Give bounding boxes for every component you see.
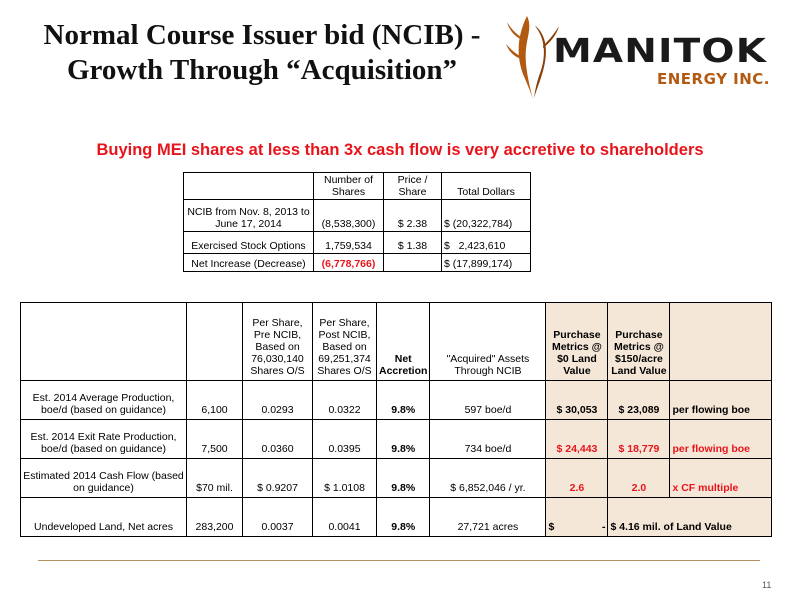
logo-subtext: ENERGY INC. (657, 70, 771, 88)
summary-row-label: Net Increase (Decrease) (184, 254, 314, 272)
metrics-header-m150: Purchase Metrics @ $150/acre Land Value (608, 303, 670, 381)
metrics-row-value: 6,100 (187, 381, 243, 420)
metrics-row-value: 7,500 (187, 420, 243, 459)
metrics-row-value: $70 mil. (187, 459, 243, 498)
summary-row-price: $ 1.38 (384, 232, 442, 254)
metrics-row (21, 459, 772, 498)
summary-row-label: NCIB from Nov. 8, 2013 to June 17, 2014 (184, 200, 314, 232)
summary-row-label: Exercised Stock Options (184, 232, 314, 254)
title-line-1: Normal Course Issuer bid (NCIB) - (43, 19, 481, 51)
metrics-row-m0-currency: $ (548, 521, 555, 533)
metrics-row-m150-unit: $ 4.16 mil. of Land Value (608, 498, 772, 537)
metrics-row-acquired: 597 boe/d (430, 381, 546, 420)
footer-divider (38, 560, 760, 561)
summary-row (184, 232, 531, 254)
summary-row-price (384, 254, 442, 272)
metrics-row-m0-value: - (601, 521, 606, 533)
metrics-row-post: $ 1.0108 (313, 459, 377, 498)
metrics-row-m0: $ 24,443 (546, 420, 608, 459)
metrics-header-blank (21, 303, 187, 381)
logo-wordmark: MANITOK (553, 31, 768, 70)
summary-row-shares: (8,538,300) (314, 200, 384, 232)
metrics-row-acquired: 27,721 acres (430, 498, 546, 537)
title-line-2: Growth Through “Acquisition” (67, 54, 457, 86)
metrics-row-unit: x CF multiple (670, 459, 772, 498)
metrics-row-post: 0.0041 (313, 498, 377, 537)
metrics-row-accretion: 9.8% (377, 420, 430, 459)
metrics-row (21, 420, 772, 459)
metrics-row-pre: 0.0360 (243, 420, 313, 459)
summary-row-price: $ 2.38 (384, 200, 442, 232)
metrics-row-pre: $ 0.9207 (243, 459, 313, 498)
summary-row-total: $ (20,322,784) (442, 200, 531, 232)
metrics-row-m0 (546, 498, 608, 537)
metrics-header-row (21, 303, 772, 381)
summary-header-total: Total Dollars (442, 173, 531, 200)
metrics-row-m150: $ 18,779 (608, 420, 670, 459)
metrics-row-label: Estimated 2014 Cash Flow (based on guidance) (21, 459, 187, 498)
metrics-header-value (187, 303, 243, 381)
metrics-row-label: Est. 2014 Average Production, boe/d (based on guidance) (21, 381, 187, 420)
metrics-row-post: 0.0395 (313, 420, 377, 459)
summary-header-blank (184, 173, 314, 200)
metrics-row-m150: $ 23,089 (608, 381, 670, 420)
metrics-header-m0: Purchase Metrics @ $0 Land Value (546, 303, 608, 381)
metrics-row-acquired: $ 6,852,046 / yr. (430, 459, 546, 498)
summary-row (184, 200, 531, 232)
metrics-row-unit: per flowing boe (670, 381, 772, 420)
summary-row (184, 254, 531, 272)
slide-title (22, 18, 502, 88)
metrics-row-pre: 0.0293 (243, 381, 313, 420)
company-logo (505, 12, 790, 102)
metrics-header-pre: Per Share, Pre NCIB, Based on 76,030,140 Shares O/S (243, 303, 313, 381)
metrics-table (20, 302, 772, 537)
metrics-header-unit (670, 303, 772, 381)
page-number: 11 (762, 580, 772, 590)
metrics-row-accretion: 9.8% (377, 459, 430, 498)
metrics-row (21, 498, 772, 537)
metrics-header-post: Per Share, Post NCIB, Based on 69,251,374 Shares O/S (313, 303, 377, 381)
summary-header-price: Price / Share (384, 173, 442, 200)
metrics-header-acquired: "Acquired" Assets Through NCIB (430, 303, 546, 381)
summary-row-shares: 1,759,534 (314, 232, 384, 254)
summary-header-shares: Number of Shares (314, 173, 384, 200)
summary-table (183, 172, 531, 272)
metrics-row-post: 0.0322 (313, 381, 377, 420)
metrics-row-m150: 2.0 (608, 459, 670, 498)
metrics-row-unit: per flowing boe (670, 420, 772, 459)
metrics-row-acquired: 734 boe/d (430, 420, 546, 459)
metrics-row-label: Undeveloped Land, Net acres (21, 498, 187, 537)
metrics-row-label: Est. 2014 Exit Rate Production, boe/d (based on guidance) (21, 420, 187, 459)
metrics-row-m0: 2.6 (546, 459, 608, 498)
metrics-row-m0: $ 30,053 (546, 381, 608, 420)
metrics-row-value: 283,200 (187, 498, 243, 537)
metrics-header-accretion: Net Accretion (377, 303, 430, 381)
metrics-row-pre: 0.0037 (243, 498, 313, 537)
summary-row-total: $ (17,899,174) (442, 254, 531, 272)
metrics-row (21, 381, 772, 420)
metrics-row-accretion: 9.8% (377, 381, 430, 420)
summary-row-shares: (6,778,766) (314, 254, 384, 272)
summary-header-row (184, 173, 531, 200)
summary-row-total: $ 2,423,610 (442, 232, 531, 254)
metrics-row-accretion: 9.8% (377, 498, 430, 537)
slide-subtitle: Buying MEI shares at less than 3x cash flow is very accretive to shareholders (96, 141, 704, 159)
